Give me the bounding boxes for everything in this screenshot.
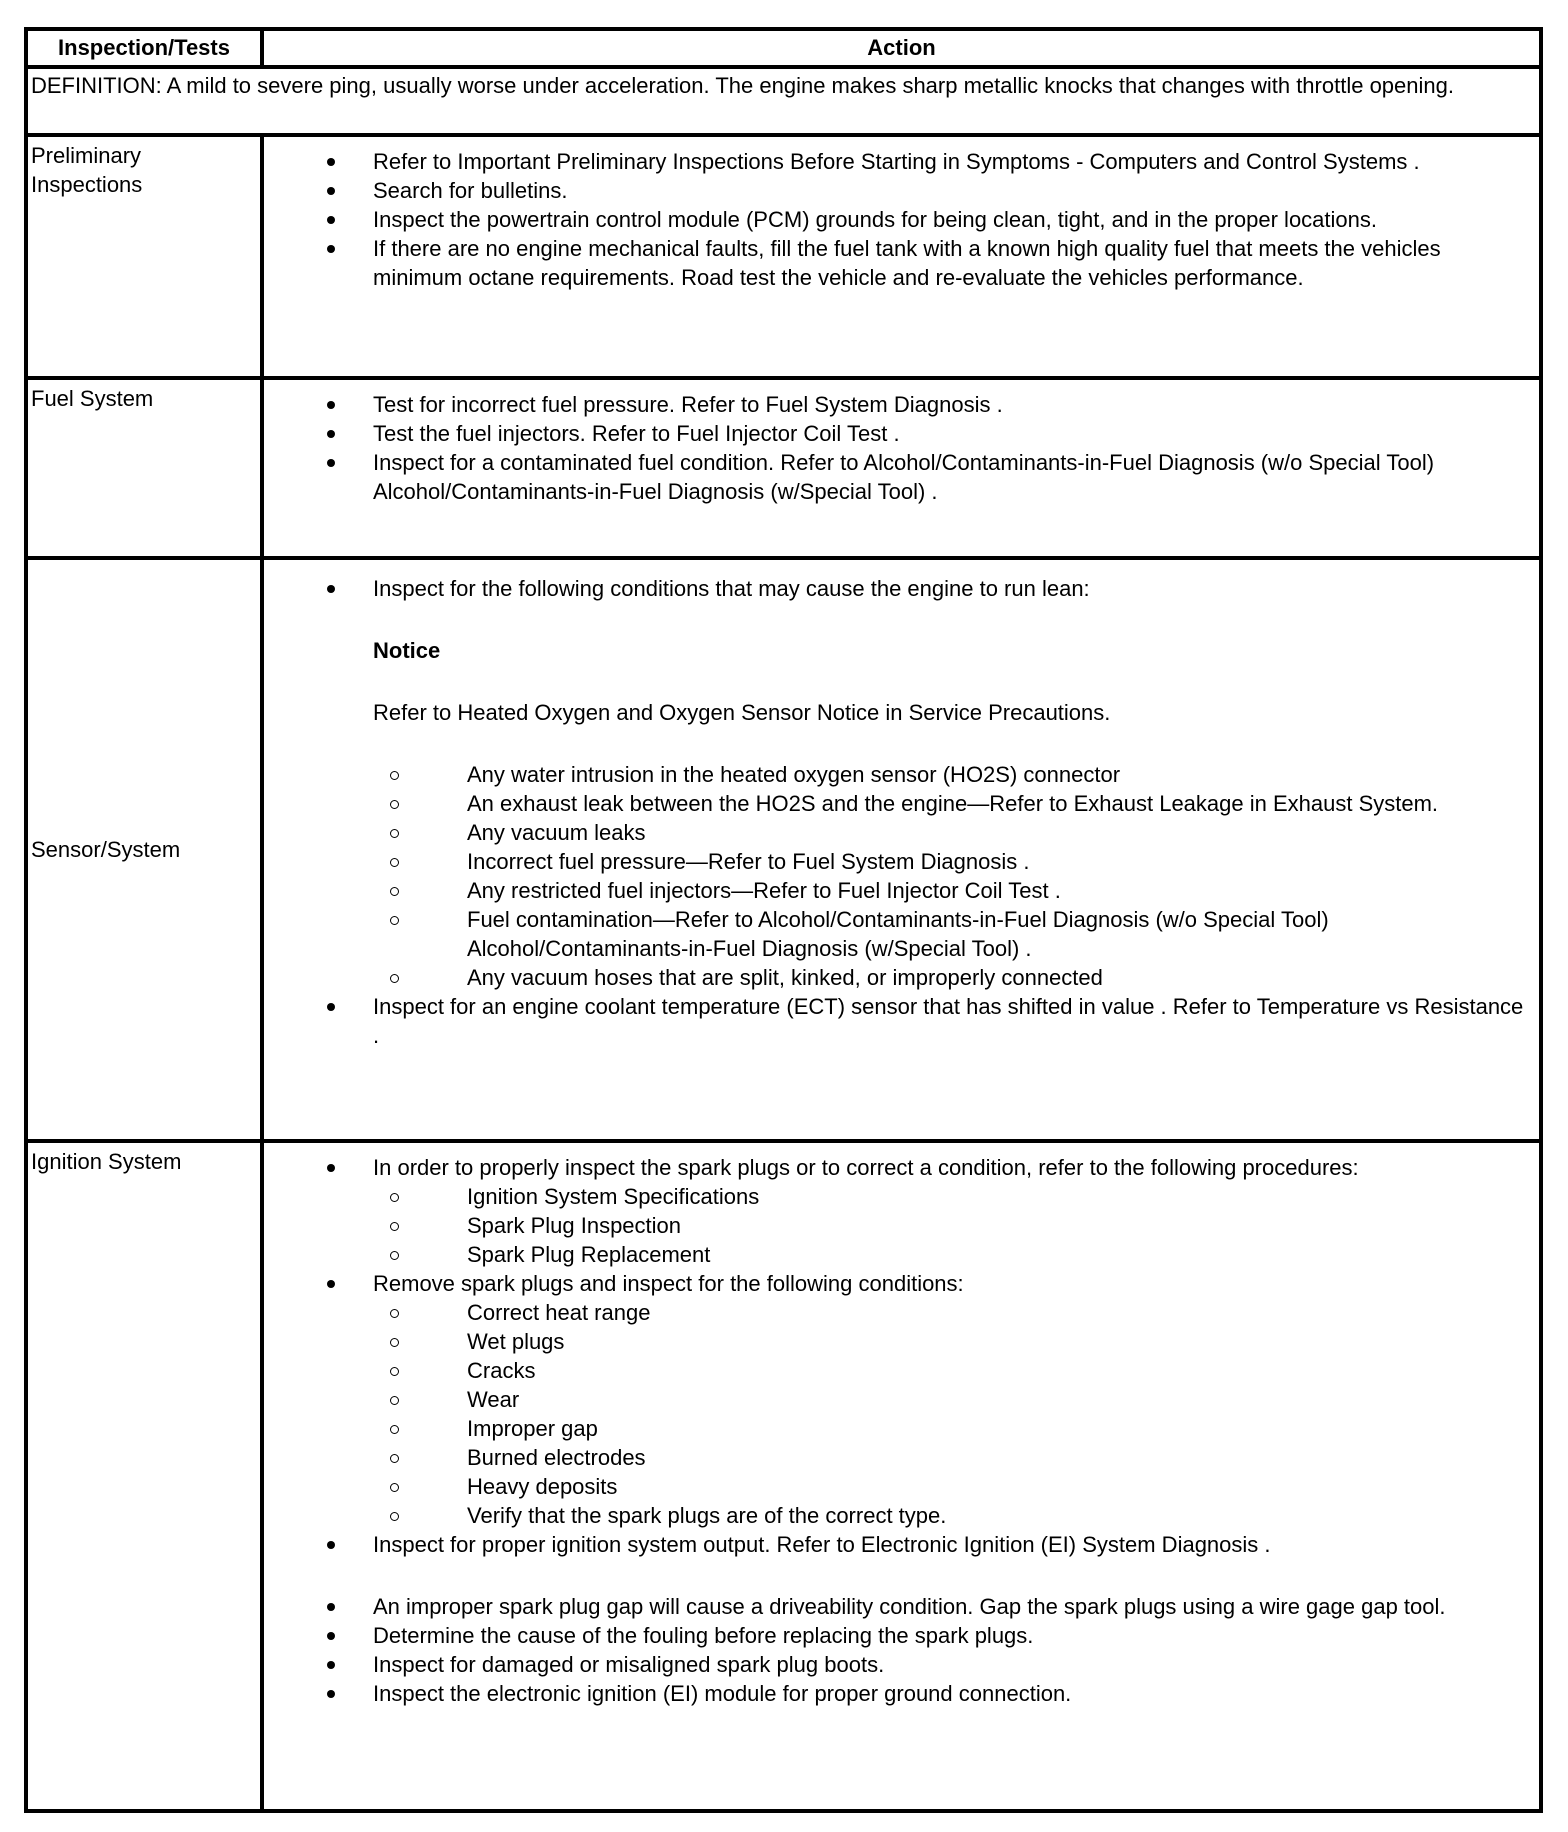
- sub-list-item: Any water intrusion in the heated oxygen sensor (HO2S) connector: [267, 760, 1531, 789]
- definition-row: [26, 67, 1541, 135]
- list-item: Determine the cause of the fouling before replacing the spark plugs.: [267, 1621, 1531, 1650]
- notice-title: Notice: [373, 638, 441, 663]
- row-label: Ignition System: [26, 1141, 262, 1811]
- sub-list-item: Any vacuum leaks: [267, 818, 1531, 847]
- sub-list-item: Heavy deposits: [267, 1472, 1531, 1501]
- sub-list-item: An exhaust leak between the HO2S and the engine—Refer to Exhaust Leakage in Exhaust System.: [267, 789, 1531, 818]
- row-label: Fuel System: [26, 378, 262, 558]
- list-item: Inspect for a contaminated fuel condition. Refer to Alcohol/Contaminants-in-Fuel Diagnosis (w/o Special Tool) Alcohol/Contaminants-in-Fuel Diagnosis (w/Special Tool) .: [267, 448, 1531, 506]
- diagnostic-table: [24, 27, 1543, 1813]
- list-item: Test the fuel injectors. Refer to Fuel Injector Coil Test .: [267, 419, 1531, 448]
- header-row: [26, 29, 1541, 67]
- sub-list-item: Spark Plug Inspection: [267, 1211, 1531, 1240]
- row-sensor-system: [26, 558, 1541, 1141]
- sub-list-item: Verify that the spark plugs are of the correct type.: [267, 1501, 1531, 1530]
- header-action: Action: [262, 29, 1541, 67]
- sub-list-item: Spark Plug Replacement: [267, 1240, 1531, 1269]
- list-item: Search for bulletins.: [267, 176, 1531, 205]
- definition-text: DEFINITION: A mild to severe ping, usually worse under acceleration. The engine makes sharp metallic knocks that changes with throttle opening.: [26, 67, 1541, 135]
- row-preliminary: [26, 135, 1541, 378]
- sub-list-item: Any restricted fuel injectors—Refer to Fuel Injector Coil Test .: [267, 876, 1531, 905]
- row-label: Sensor/System: [26, 558, 262, 1141]
- header-inspection-tests: Inspection/Tests: [26, 29, 262, 67]
- list-item: Inspect for an engine coolant temperature (ECT) sensor that has shifted in value . Refer to Temperature vs Resistance .: [267, 992, 1531, 1050]
- sub-list-item: Wet plugs: [267, 1327, 1531, 1356]
- list-item: If there are no engine mechanical faults, fill the fuel tank with a known high quality fuel that meets the vehicles minimum octane requirements. Road test the vehicle and re-evaluate the vehicles performance.: [267, 234, 1531, 292]
- list-item: In order to properly inspect the spark plugs or to correct a condition, refer to the following procedures:: [267, 1153, 1531, 1182]
- list-item: Inspect the electronic ignition (EI) module for proper ground connection.: [267, 1679, 1531, 1708]
- list-item: Refer to Important Preliminary Inspections Before Starting in Symptoms - Computers and Control Systems .: [267, 147, 1531, 176]
- notice-text: Refer to Heated Oxygen and Oxygen Sensor Notice in Service Precautions.: [373, 700, 1111, 725]
- sub-list-item: Fuel contamination—Refer to Alcohol/Contaminants-in-Fuel Diagnosis (w/o Special Tool) Alcohol/Contaminants-in-Fuel Diagnosis (w/Special Tool) .: [267, 905, 1531, 963]
- action-cell: [262, 135, 1541, 378]
- sub-list-item: Burned electrodes: [267, 1443, 1531, 1472]
- action-cell: [262, 558, 1541, 1141]
- row-fuel-system: [26, 378, 1541, 558]
- list-item: Inspect for the following conditions that may cause the engine to run lean:: [267, 574, 1531, 603]
- list-item: An improper spark plug gap will cause a driveability condition. Gap the spark plugs using a wire gage gap tool.: [267, 1592, 1531, 1621]
- sub-list-item: Improper gap: [267, 1414, 1531, 1443]
- row-ignition-system: [26, 1141, 1541, 1811]
- list-item: Test for incorrect fuel pressure. Refer to Fuel System Diagnosis .: [267, 390, 1531, 419]
- sub-list-item: Ignition System Specifications: [267, 1182, 1531, 1211]
- sub-list-item: Any vacuum hoses that are split, kinked, or improperly connected: [267, 963, 1531, 992]
- list-item: Inspect for damaged or misaligned spark plug boots.: [267, 1650, 1531, 1679]
- list-item: Inspect for proper ignition system output. Refer to Electronic Ignition (EI) System Diagnosis .: [267, 1530, 1531, 1559]
- sub-list-item: Correct heat range: [267, 1298, 1531, 1327]
- action-cell: [262, 378, 1541, 558]
- list-item: Remove spark plugs and inspect for the following conditions:: [267, 1269, 1531, 1298]
- action-cell: [262, 1141, 1541, 1811]
- sub-list-item: Incorrect fuel pressure—Refer to Fuel System Diagnosis .: [267, 847, 1531, 876]
- list-item: Inspect the powertrain control module (PCM) grounds for being clean, tight, and in the proper locations.: [267, 205, 1531, 234]
- sub-list-item: Cracks: [267, 1356, 1531, 1385]
- sub-list-item: Wear: [267, 1385, 1531, 1414]
- row-label: Preliminary Inspections: [26, 135, 262, 378]
